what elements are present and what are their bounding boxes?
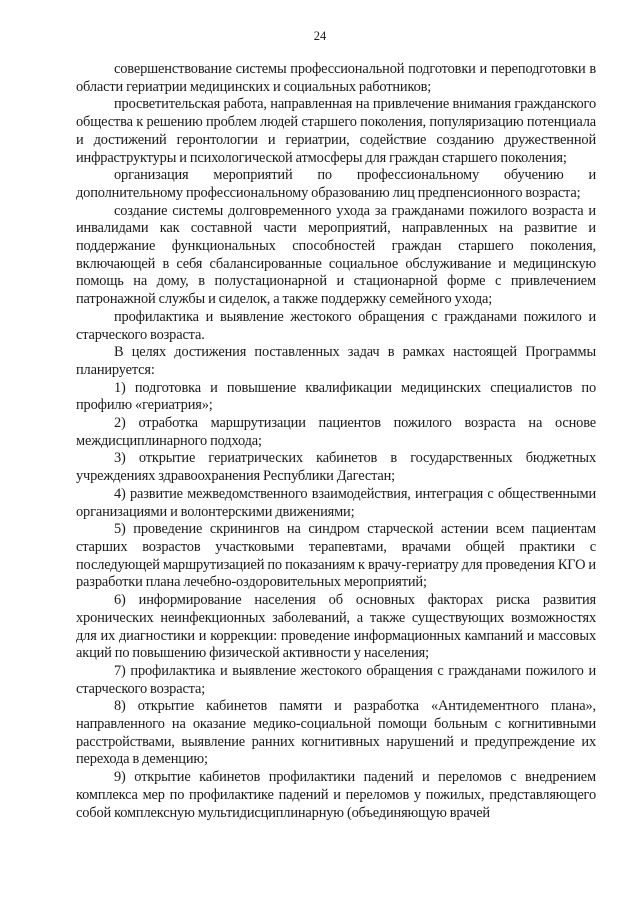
paragraph: создание системы долговременного ухода за гражданами пожилого возраста и инвалидами как составной части мероприятий, направленных на развитие и поддержание функциональных способностей граждан старшего поколения, включающей в себя сбалансированные социальное обслуживание и медицинскую помощь на дому, в полустационарной и стационарной форме с привлечением патронажной службы и сиделок, а также поддержку семейного ухода; (76, 202, 596, 308)
list-item: 8) открытие кабинетов памяти и разработка «Антидементного плана», направленного на оказание медико-социальной помощи больным с когнитивными расстройствами, выявление ранних когнитивных нарушений и предупреждение их перехода в деменцию; (76, 698, 596, 768)
paragraph: совершенствование системы профессиональной подготовки и переподготовки в области гериатрии медицинских и социальных работников; (76, 61, 596, 95)
paragraph: В целях достижения поставленных задач в рамках настоящей Программы планируется: (76, 344, 596, 378)
list-item: 6) информирование населения об основных факторах риска развития хронических неинфекционных заболеваний, а также существующих возможностях для их диагностики и коррекции: проведение информационных кампаний и массовых акций по повышению физической активности у населения; (76, 592, 596, 662)
list-item: 9) открытие кабинетов профилактики падений и переломов с внедрением комплекса мер по профилактике падений и переломов у пожилых, представляющего собой комплексную мультидисциплинарную (объединяющую врачей (76, 769, 596, 821)
list-item: 7) профилактика и выявление жестокого обращения с гражданами пожилого и старческого возраста; (76, 662, 596, 697)
list-item: 4) развитие межведомственного взаимодействия, интеграция с общественными организациями и волонтерскими движениями; (76, 485, 596, 520)
paragraph: профилактика и выявление жестокого обращения с гражданами пожилого и старческого возраста. (76, 308, 596, 343)
list-item: 3) открытие гериатрических кабинетов в государственных бюджетных учреждениях здравоохранения Республики Дагестан; (76, 450, 596, 485)
list-item: 2) отработка маршрутизации пациентов пожилого возраста на основе междисциплинарного подхода; (76, 415, 596, 449)
list-item: 5) проведение скринингов на синдром старческой астении всем пациентам старших возрастов участковыми терапевтами, врачами общей практики с последующей маршрутизацией по показаниям к врачу-гериатру для проведения КГО и разработки плана лечебно-оздоровительных мероприятий; (76, 521, 596, 591)
page-number: 24 (313, 29, 327, 43)
document-body (76, 61, 596, 822)
paragraph: организация мероприятий по профессиональному обучению и дополнительному профессиональному образованию лиц предпенсионного возраста; (76, 167, 596, 201)
list-item: 1) подготовка и повышение квалификации медицинских специалистов по профилю «гериатрия»; (76, 379, 596, 414)
paragraph: просветительская работа, направленная на привлечение внимания гражданского общества к решению проблем людей старшего поколения, популяризацию потенциала и достижений геронтологии и гериатрии, содействие созданию дружественной инфраструктуры и психологической атмосферы для граждан старшего поколения; (76, 96, 596, 166)
